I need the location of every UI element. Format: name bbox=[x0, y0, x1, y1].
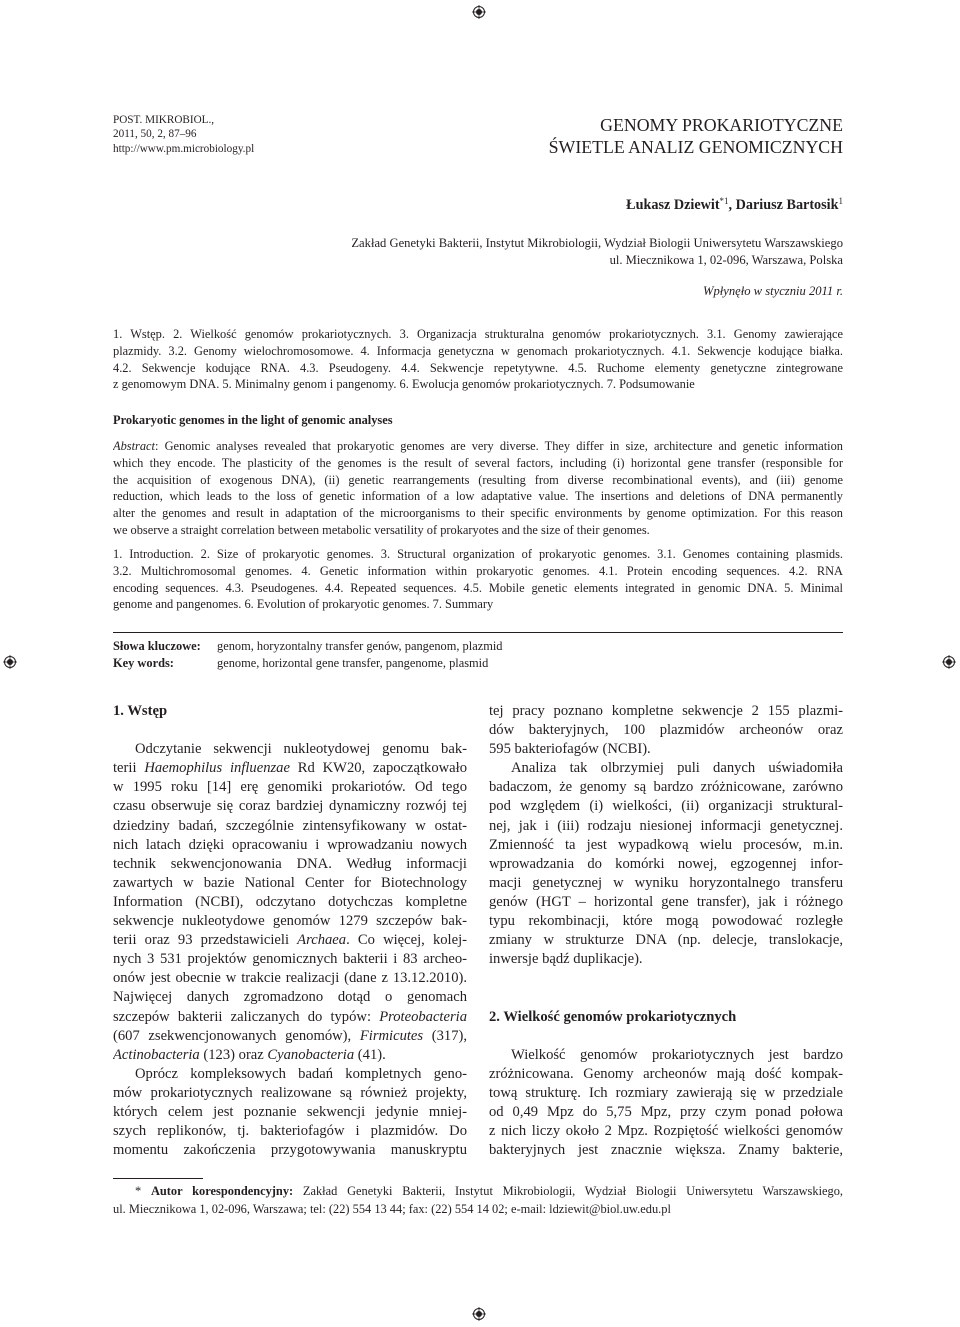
abstract-line: which they encode. The plasticity of the genomes is the result of several factors, including (i) horizontal gene transfer (responsible for bbox=[113, 455, 843, 470]
text-line: sekwencje nukleotydowe genomów 1279 szczepów bak- bbox=[113, 913, 467, 930]
text-line: technik sekwencjonowania DNA. Według informacji bbox=[113, 855, 467, 872]
article-title bbox=[420, 114, 843, 158]
taxon-name: Archaea bbox=[297, 932, 347, 949]
table-of-contents-en bbox=[113, 546, 843, 613]
spacer bbox=[489, 969, 843, 988]
table-of-contents-pl bbox=[113, 326, 843, 393]
text-span: terii bbox=[113, 760, 145, 777]
footnote bbox=[113, 1183, 843, 1218]
text-line: dziedziny badań, szczególnie zintensyfikowany w ostat- bbox=[113, 817, 467, 834]
toc-line: 4.2. Sekwencje kodujące RNA. 4.3. Pseudogeny. 4.4. Sekwencje repetytywne. 4.5. Ruchome elementy genetyczne zintegrowane bbox=[113, 360, 843, 375]
author-separator: , bbox=[728, 197, 736, 213]
text-line: 595 bakteriofagów (NCBI). bbox=[489, 741, 651, 758]
journal-url[interactable]: http://www.pm.microbiology.pl bbox=[113, 142, 255, 155]
text-line: typu rekombinacji, które mogą powodować rozległe bbox=[489, 913, 843, 930]
abstract-label: Abstract bbox=[113, 439, 155, 453]
spacer bbox=[489, 1027, 843, 1046]
text-line: Analiza tak olbrzymiej puli danych uświadomiła bbox=[511, 760, 843, 777]
abstract-line bbox=[113, 438, 843, 455]
toc-line: 1. Introduction. 2. Size of prokaryotic genomes. 3. Structural organization of prokaryotic genomes. 3.1. Genomes containing plasmids. bbox=[113, 547, 843, 561]
registration-mark-icon bbox=[942, 655, 956, 669]
text-line: genów (HGT – horizontal gene transfer), jak i różnego bbox=[489, 893, 843, 910]
abstract bbox=[113, 438, 843, 539]
text-span: (607 zsekwencjonowanych genomów), bbox=[113, 1027, 360, 1044]
taxon-name: Cyanobacteria bbox=[267, 1046, 355, 1063]
journal-name: POST. MIKROBIOL., bbox=[113, 114, 215, 126]
taxon-name: Actinobacteria bbox=[113, 1046, 200, 1063]
registration-mark-icon bbox=[472, 1307, 486, 1321]
affiliation bbox=[300, 235, 843, 268]
toc-line: genome and pangenomes. 6. Evolution of prokaryotic genomes. 7. Summary bbox=[113, 597, 494, 612]
text-line: nej, jak i (iii) rodzaju niesionej informacji genetycznej. bbox=[489, 817, 843, 834]
text-span: . Co więcej, kolej- bbox=[346, 932, 467, 949]
text-line: których celem jest poznanie sekwencji jedynie mniej- bbox=[113, 1103, 467, 1120]
text-line bbox=[113, 759, 467, 778]
registration-mark-icon bbox=[3, 655, 17, 669]
abstract-line: the acquisition of exogenous DNA), (ii) genetic rearrangements (resulting from diverse recombinational events), and (iii) genome bbox=[113, 472, 843, 487]
footnote-star: * bbox=[135, 1184, 151, 1198]
text-line: pod względem (i) wielkości, (ii) organizacji struktural- bbox=[489, 798, 843, 815]
spacer bbox=[113, 721, 467, 740]
text-line: inwersje bądź duplikacje). bbox=[489, 951, 643, 968]
text-span: terii oraz 93 przedstawicieli bbox=[113, 932, 298, 949]
english-title-text: Prokaryotic genomes in the light of genomic analyses bbox=[113, 413, 393, 427]
text-line: zawartych w bazie National Center for Biotechnology bbox=[113, 874, 467, 891]
text-span: (317), bbox=[423, 1027, 467, 1044]
section-heading: 1. Wstęp bbox=[113, 703, 168, 719]
keywords-en bbox=[113, 655, 502, 672]
right-column bbox=[489, 702, 843, 1160]
author-mark: *1 bbox=[719, 196, 729, 206]
keywords-label: Słowa kluczowe: bbox=[113, 639, 201, 653]
toc-line: 1. Wstęp. 2. Wielkość genomów prokariotycznych. 3. Organizacja strukturalna genomów prokariotycznych. 3.1. Genomy zawierające bbox=[113, 327, 843, 341]
toc-line: encoding sequences. 4.3. Pseudogenes. 4.4. Repeated sequences. 4.5. Mobile genetic elements integrated in genomic DNA. 5. Minimal bbox=[113, 580, 843, 595]
footnote-line bbox=[113, 1183, 843, 1201]
left-column bbox=[113, 702, 467, 1160]
abstract-line: we observe a straight correlation between metabolic versatility of prokaryotes and the size of their genomes. bbox=[113, 522, 650, 537]
text-line: z nich liczy około 2 Mpz. Rozpiętość wielkości genomów bbox=[489, 1123, 843, 1140]
abstract-text: : Genomic analyses revealed that prokaryotic genomes are very diverse. They differ in size, architecture and genetic information bbox=[155, 439, 843, 453]
abstract-line: reduction, which leads to the loss of genetic information of a low adaptative value. The insertions and deletions of DNA permanently bbox=[113, 489, 843, 504]
text-line: mów prokariotycznych realizowane są również projekty, bbox=[113, 1084, 467, 1101]
text-line bbox=[113, 1046, 467, 1065]
taxon-name: Firmicutes bbox=[359, 1027, 424, 1044]
text-line: Zmienność ta jest wypadkową wielu procesów, m.in. bbox=[489, 836, 843, 853]
text-line: od 0,49 Mpz do 5,75 Mpz, przy czym ponad połowa bbox=[489, 1103, 843, 1120]
keywords-value: genome, horizontal gene transfer, pangenome, plasmid bbox=[217, 655, 489, 670]
text-line: onów jest obecnie w trakcie realizacji (dane z 13.12.2010). bbox=[113, 970, 467, 987]
keywords-value: genom, horyzontalny transfer genów, pangenom, plazmid bbox=[217, 639, 503, 653]
text-line: nich latach dzięki opracowaniu i wprowadzaniu nowych bbox=[113, 836, 467, 853]
received-date: Wpłynęło w styczniu 2011 r. bbox=[702, 284, 843, 298]
text-line: Information (NCBI), odczytano dotychczas kompletne bbox=[113, 893, 467, 910]
text-line: tej pracy poznano kompletne sekwencje 2 155 plazmi- bbox=[489, 703, 843, 719]
footnote-text: Zakład Genetyki Bakterii, Instytut Mikrobiologii, Wydział Biologii Uniwersytetu Warszawskiego, bbox=[293, 1184, 843, 1198]
keywords-label: Key words: bbox=[113, 655, 174, 670]
text-line bbox=[113, 931, 467, 950]
text-line: zróżnicowana. Genomy archeonów mają dość kompak- bbox=[489, 1065, 843, 1082]
journal-citation bbox=[113, 113, 313, 156]
footnote-line: ul. Miecznikowa 1, 02-096, Warszawa; tel: (22) 554 13 44; fax: (22) 554 14 02; e-mail: ldziewit@biol.uw.edu.pl bbox=[113, 1201, 671, 1216]
title-line: GENOMY PROKARIOTYCZNE bbox=[600, 115, 843, 135]
affiliation-line: Zakład Genetyki Bakterii, Instytut Mikrobiologii, Wydział Biologii Uniwersytetu Warszawskiego bbox=[351, 236, 843, 250]
text-line: czasu obserwuje się coraz bardziej dynamiczny rozwój tej bbox=[113, 798, 467, 815]
text-line: w 1995 roku [14] erę genomiki prokariotów. Od tego bbox=[113, 779, 467, 796]
text-line: Najwięcej danych zgromadzono dotąd o genomach bbox=[113, 989, 467, 1006]
species-name: Haemophilus influenzae bbox=[144, 760, 290, 777]
toc-line: plazmidy. 3.2. Genomy wielochromosomowe. 4. Informacja genetyczna w genomach prokariotycznych. 4.1. Sekwencje kodujące białka. bbox=[113, 343, 843, 358]
text-span: (123) oraz bbox=[199, 1046, 268, 1063]
affiliation-line: ul. Miecznikowa 1, 02-096, Warszawa, Polska bbox=[609, 252, 843, 267]
text-line: Odczytanie sekwencji nukleotydowej genomu bak- bbox=[135, 741, 467, 758]
section-heading: 2. Wielkość genomów prokariotycznych bbox=[489, 1008, 737, 1025]
text-line: badaczom, że genomy są bardzo zróżnicowane, zarówno bbox=[489, 779, 843, 796]
title-line: ŚWIETLE ANALIZ GENOMICZNYCH bbox=[548, 137, 843, 157]
author-mark: 1 bbox=[838, 196, 843, 206]
abstract-line: alter the genomes and result in adaptation of the microorganisms to their specific environments by genome optimization. For this reason bbox=[113, 506, 843, 521]
text-line: momentu zakończenia przygotowywania manuskryptu bbox=[113, 1142, 467, 1159]
spacer bbox=[489, 988, 843, 1007]
text-span: Rd KW20, zapoczątkowało bbox=[289, 760, 467, 777]
keywords bbox=[113, 638, 502, 672]
divider bbox=[113, 632, 843, 633]
text-line: zmiany w strukturze DNA (np. delecje, translokacje, bbox=[489, 932, 843, 949]
author-list bbox=[380, 196, 843, 214]
text-line bbox=[113, 1008, 467, 1027]
keywords-pl bbox=[113, 638, 502, 655]
text-span: szczepów bakterii zaliczanych do typów: bbox=[113, 1008, 380, 1025]
text-line: szych replikonów, tj. bakteriofagów i plazmidów. Do bbox=[113, 1123, 467, 1140]
taxon-name: Proteobacteria bbox=[379, 1008, 467, 1025]
toc-line: z genomowym DNA. 5. Minimalny genom i pangenomy. 6. Ewolucja genomów prokariotycznych. 7. Podsumowanie bbox=[113, 377, 695, 392]
author-name: Dariusz Bartosik bbox=[735, 197, 839, 213]
journal-volume: 2011, 50, 2, 87–96 bbox=[113, 128, 197, 141]
text-line: wprowadzania do komórki nowej, egzogennej infor- bbox=[489, 855, 843, 872]
english-title bbox=[113, 412, 843, 429]
text-line: Wielkość genomów prokariotycznych jest bardzo bbox=[511, 1046, 843, 1063]
text-line: nych 3 531 projektów genomicznych bakterii i 83 archeo- bbox=[113, 951, 467, 968]
footnote-label: Autor korespondencyjny: bbox=[150, 1184, 294, 1198]
text-span: (41). bbox=[354, 1046, 386, 1063]
footnote-divider bbox=[113, 1178, 203, 1179]
registration-mark-icon bbox=[472, 5, 486, 19]
text-line: tową strukturę. Ich rozmiary zawierają się w przedziale bbox=[489, 1084, 843, 1101]
toc-line: 3.2. Multichromosomal genomes. 4. Genetic information within prokaryotic genomes. 4.1. Protein encoding sequences. 4.2. RNA bbox=[113, 563, 843, 578]
author-name: Łukasz Dziewit bbox=[626, 197, 720, 213]
text-line: macji genetycznej w wyniku horyzontalnego transferu bbox=[489, 874, 843, 891]
text-line bbox=[113, 1027, 467, 1046]
text-line: Oprócz kompleksowych badań kompletnych geno- bbox=[135, 1065, 467, 1082]
text-line: bakteryjnych jest znacznie większa. Znamy bakterie, bbox=[489, 1142, 843, 1159]
text-line: dów bakteryjnych, 100 plazmidów archeonów oraz bbox=[489, 722, 843, 739]
